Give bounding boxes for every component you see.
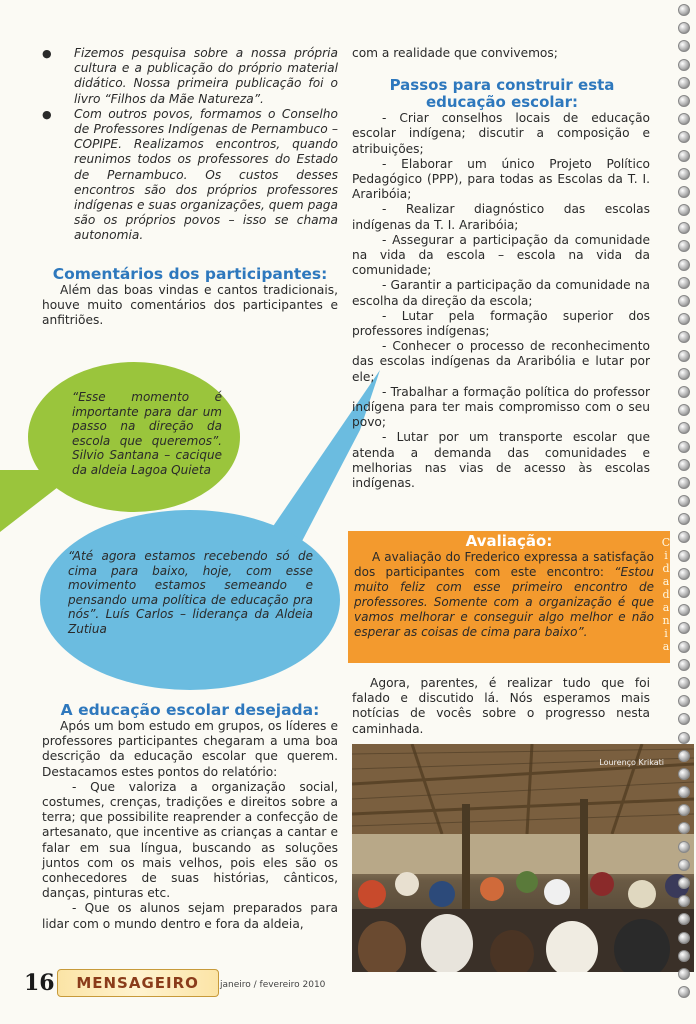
spiral-ring — [678, 22, 690, 34]
spiral-ring — [678, 313, 690, 325]
brand-name: MENSAGEIRO — [57, 969, 219, 997]
spiral-ring — [678, 204, 690, 216]
spiral-ring — [678, 659, 690, 671]
spiral-ring — [678, 841, 690, 853]
spiral-ring — [678, 677, 690, 689]
spiral-ring — [678, 895, 690, 907]
spiral-ring — [678, 368, 690, 380]
avaliacao-text — [354, 550, 654, 640]
spiral-ring — [678, 622, 690, 634]
issue-date: janeiro / fevereiro 2010 — [220, 980, 326, 990]
spiral-ring — [678, 40, 690, 52]
passos-item: - Criar conselhos locais de educação escolar indígena; discutir a composição e atribuições; — [352, 111, 650, 156]
bullet-icon: ● — [42, 107, 52, 121]
spiral-ring — [678, 513, 690, 525]
spiral-ring — [678, 950, 690, 962]
spiral-ring — [678, 95, 690, 107]
spiral-ring — [678, 586, 690, 598]
spiral-ring — [678, 495, 690, 507]
spiral-ring — [678, 768, 690, 780]
avaliacao-heading: Avaliação: — [465, 532, 553, 550]
spiral-ring — [678, 932, 690, 944]
photo-illustration — [352, 744, 694, 972]
spiral-ring — [678, 386, 690, 398]
photo-credit: Lourenço Krikati — [599, 758, 664, 767]
spiral-ring — [678, 59, 690, 71]
spiral-ring — [678, 477, 690, 489]
avaliacao-text-normal: A avaliação do Frederico expressa a satisfação dos participantes com este encontro: — [354, 550, 654, 579]
spiral-ring — [678, 131, 690, 143]
passos-item: - Trabalhar a formação política do professor indígena para ter mais compromisso com o seu povo; — [352, 384, 650, 430]
spiral-ring — [678, 441, 690, 453]
spiral-ring — [678, 877, 690, 889]
spiral-ring — [678, 968, 690, 980]
vertical-word-text: C i d a d a n i a — [661, 536, 671, 653]
magazine-logo — [24, 968, 219, 998]
spiral-ring — [678, 4, 690, 16]
spiral-ring — [678, 786, 690, 798]
avaliacao-box — [348, 531, 670, 663]
spiral-ring — [678, 804, 690, 816]
passos-item: - Assegurar a participação da comunidade na vida da escola – escola na vida da comunidade; — [352, 232, 650, 278]
spiral-ring — [678, 913, 690, 925]
passos-item: - Lutar pela formação superior dos professores indígenas; — [352, 308, 650, 339]
spiral-ring — [678, 404, 690, 416]
spiral-ring — [678, 168, 690, 180]
bullet-icon: ● — [42, 47, 52, 60]
meeting-photo — [352, 744, 694, 972]
spiral-ring — [678, 750, 690, 762]
educacao-item: - Que os alunos sejam preparados para lidar com o mundo dentro e fora da aldeia, — [42, 901, 338, 931]
spiral-ring — [678, 331, 690, 343]
closing-text: Agora, parentes, é realizar tudo que foi falado e discutido lá. Nós esperamos mais notícias de vocês sobre o progresso nesta caminhada. — [352, 676, 650, 736]
spiral-ring — [678, 822, 690, 834]
spiral-ring — [678, 641, 690, 653]
bullet-item — [42, 46, 338, 107]
spiral-ring — [678, 295, 690, 307]
passos-item: - Garantir a participação da comunidade na escolha da direção da escola; — [352, 278, 650, 308]
bullet-text: Com outros povos, formamos o Conselho de Professores Indígenas de Pernambuco – COPIPE. Realizamos encontros, quando reunimos todos os professores do Estado de Pernambuco. Os custos desses encontros são dos próprios professores indígenas e suas organizações, quem paga são os próprios povos – isso se chama autonomia. — [74, 106, 338, 243]
bullet-text: Fizemos pesquisa sobre a nossa própria cultura e a publicação do próprio material didático. Nossa primeira publicação foi o livro “Filhos da Mãe Natureza”. — [74, 46, 338, 106]
educacao-item: - Que valoriza a organização social, costumes, crenças, tradições e direitos sobre a terra; que possibilite reaprender a confecção de artesanato, que incentive as crianças a cantar e falar em sua língua, buscando as soluções juntos com os mais velhos, pois eles são os conhecedores de suas histórias, cânticos, danças, pinturas etc. — [42, 779, 338, 901]
spiral-ring — [678, 986, 690, 998]
spiral-ring — [678, 459, 690, 471]
spiral-ring — [678, 732, 690, 744]
spiral-ring — [678, 604, 690, 616]
passos-heading: Passos para construir esta educação escolar: — [389, 76, 615, 112]
vertical-section-word — [659, 536, 673, 653]
spiral-ring — [678, 240, 690, 252]
spiral-ring — [678, 150, 690, 162]
educacao-text: Após um bom estudo em grupos, os líderes e professores participantes chegaram a uma boa descrição da educação escolar que querem. Destacamos estes pontos do relatório: — [42, 719, 338, 779]
passos-item: - Conhecer o processo de reconhecimento das escolas indígenas da Araribólia e lutar por ele; — [352, 339, 650, 384]
spiral-ring — [678, 259, 690, 271]
right-column — [352, 46, 650, 491]
green-bubble-tail — [0, 470, 80, 532]
comentarios-text: Além das boas vindas e cantos tradicionais, houve muito comentários dos participantes e anfitriões. — [42, 282, 338, 328]
continuation-text: com a realidade que convivemos; — [352, 46, 558, 60]
spiral-ring — [678, 77, 690, 89]
spiral-ring — [678, 186, 690, 198]
bullet-item — [42, 107, 338, 244]
page-footer — [24, 968, 524, 998]
spiral-binding — [678, 4, 692, 1016]
passos-item: - Lutar por um transporte escolar que atenda a demanda das comunidades e melhorias nas vias de acesso às escolas indígenas. — [352, 430, 650, 491]
passos-item: - Realizar diagnóstico das escolas indígenas da T. I. Araribóia; — [352, 202, 650, 232]
spiral-ring — [678, 222, 690, 234]
quote-luis-carlos: “Até agora estamos recebendo só de cima para baixo, hoje, com esse movimento estamos semeando e pensando uma política de educação pra nós”. Luís Carlos – liderança da Aldeia Zutiua — [68, 549, 313, 636]
spiral-ring — [678, 859, 690, 871]
closing-section — [352, 676, 650, 737]
comentarios-heading: Comentários dos participantes: — [52, 264, 328, 283]
avaliacao-text-quote: “Estou muito feliz com esse primeiro encontro de professores. Somente com a organização é que vamos melhorar e conseguir algo melhor e não esperar as coisas de cima para baixo”. — [354, 565, 654, 639]
spiral-ring — [678, 350, 690, 362]
educacao-heading: A educação escolar desejada: — [60, 701, 320, 719]
passos-item: - Elaborar um único Projeto Político Pedagógico (PPP), para todas as Escolas da T. I. Araribóia; — [352, 156, 650, 202]
quote-silvio: “Esse momento é importante para dar um passo na direção da escola que queremos”. Silvio Santana – cacique da aldeia Lagoa Quieta — [72, 390, 222, 477]
page-number: 16 — [24, 970, 55, 996]
spiral-ring — [678, 550, 690, 562]
spiral-ring — [678, 531, 690, 543]
spiral-ring — [678, 277, 690, 289]
educacao-section — [42, 702, 338, 932]
spiral-ring — [678, 713, 690, 725]
spiral-ring — [678, 113, 690, 125]
left-column — [42, 46, 338, 328]
spiral-ring — [678, 568, 690, 580]
spiral-ring — [678, 422, 690, 434]
spiral-ring — [678, 695, 690, 707]
